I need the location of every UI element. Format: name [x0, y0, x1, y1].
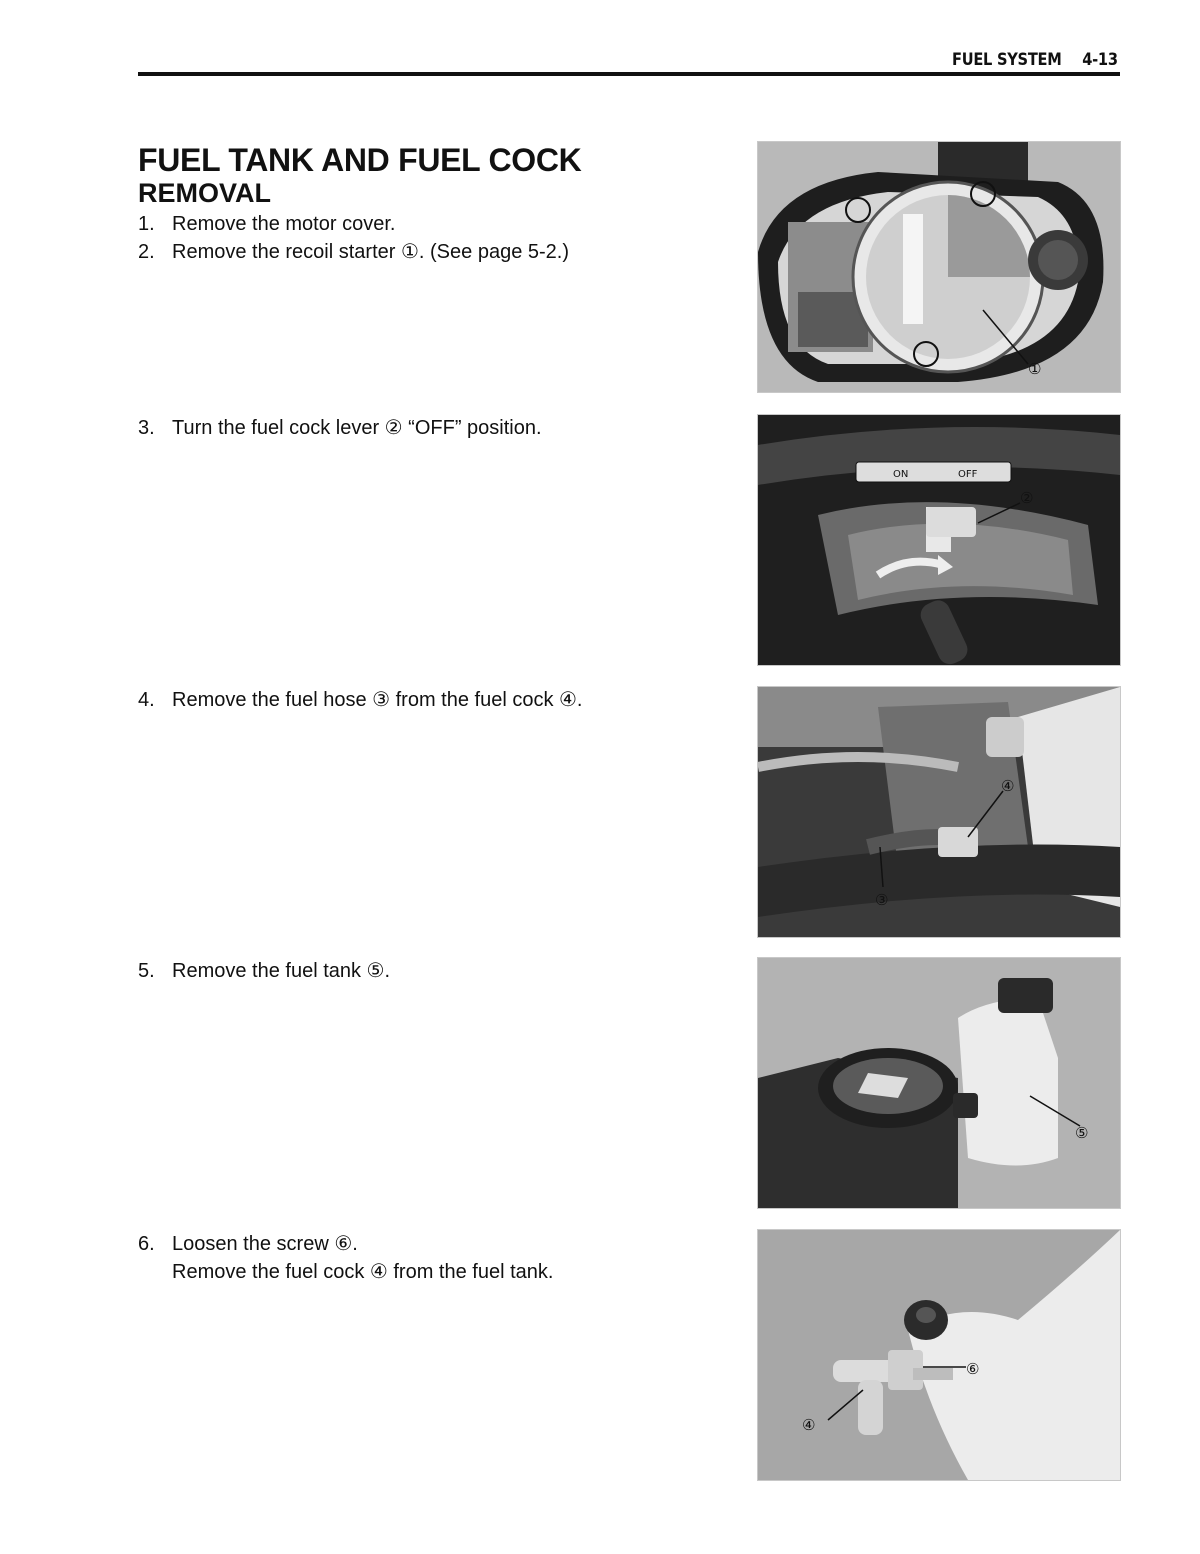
header-section: FUEL SYSTEM [952, 50, 1062, 70]
label-on: ON [893, 469, 909, 480]
step-number: 2. [138, 241, 155, 263]
callout-4b: ④ [802, 1416, 816, 1434]
step-number: 3. [138, 417, 155, 439]
page-number: 4-13 [1082, 50, 1118, 70]
step-number: 6. [138, 1233, 155, 1255]
step-text: Turn the fuel cock lever ② “OFF” position. [172, 417, 542, 439]
step-text: Remove the fuel tank ⑤. [172, 960, 391, 982]
callout-4: ④ [1001, 777, 1015, 795]
step-text: Remove the recoil starter ①. (See page 5-2.) [172, 241, 569, 263]
step-6-continuation: Remove the fuel cock ④ from the fuel tank. [172, 1261, 554, 1283]
callout-2: ② [1020, 489, 1034, 507]
photo-fuel-tank [757, 957, 1121, 1209]
label-off: OFF [958, 469, 978, 480]
step-2 [138, 238, 569, 266]
header-rule [138, 72, 1120, 76]
photo-fuel-hose [757, 686, 1121, 938]
photo-fuel-cock-lever [757, 414, 1121, 666]
photo-recoil-starter [757, 141, 1121, 393]
step-number: 5. [138, 960, 155, 982]
step-1 [138, 210, 395, 238]
callout-6: ⑥ [966, 1360, 980, 1378]
sub-title: REMOVAL [138, 178, 271, 208]
step-6 [138, 1230, 553, 1286]
photo-fuel-cock-screw [757, 1229, 1121, 1481]
section-title: FUEL TANK AND FUEL COCK [138, 142, 582, 178]
step-text: Remove the fuel hose ③ from the fuel cock ④. [172, 689, 583, 711]
step-number: 1. [138, 213, 155, 235]
step-number: 4. [138, 689, 155, 711]
step-text: Loosen the screw ⑥. [172, 1233, 358, 1255]
callout-3: ③ [875, 891, 889, 909]
callout-5: ⑤ [1075, 1124, 1089, 1142]
step-3 [138, 414, 542, 442]
callout-1: ① [1028, 360, 1042, 378]
step-text: Remove the motor cover. [172, 213, 396, 235]
step-5 [138, 957, 390, 985]
step-4 [138, 686, 583, 714]
running-header [952, 50, 1118, 70]
